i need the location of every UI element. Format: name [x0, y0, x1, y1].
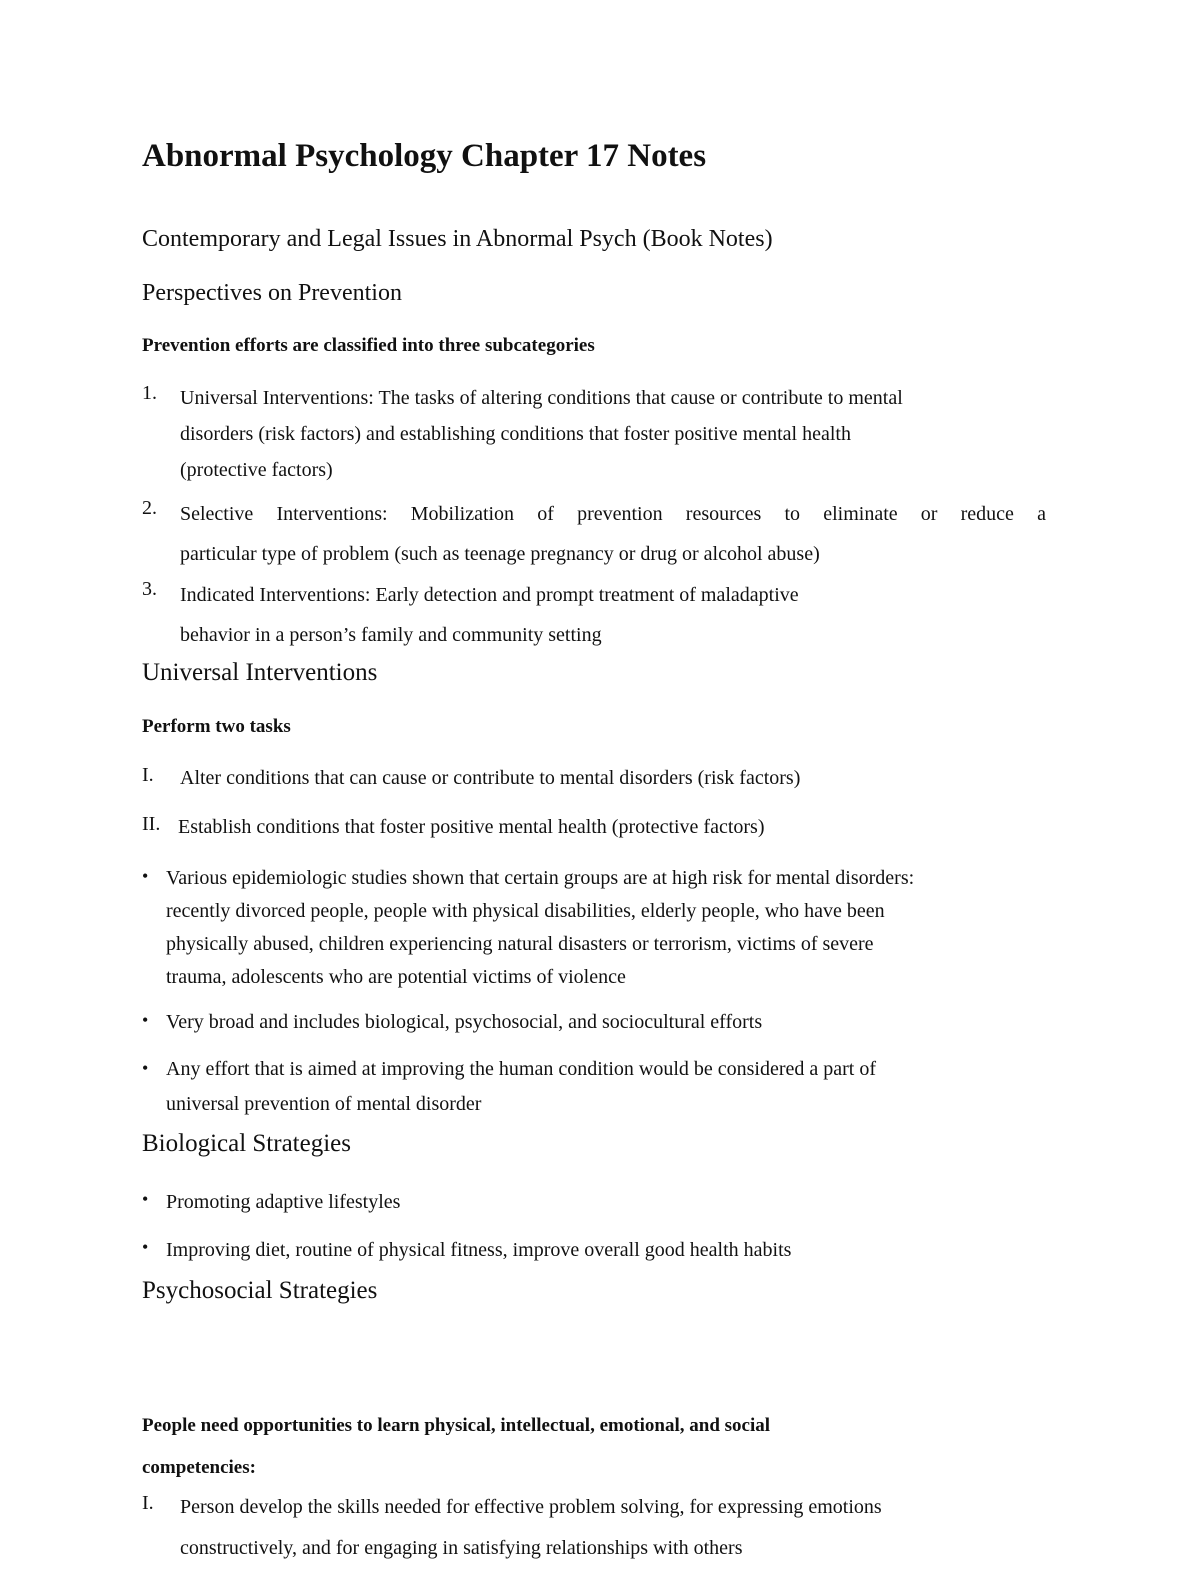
task-item: Establish conditions that foster positive mental health (protective factors) — [178, 816, 765, 838]
document-subtitle: Contemporary and Legal Issues in Abnormal Psych (Book Notes) — [142, 226, 773, 252]
psychosocial-intro — [142, 1405, 770, 1489]
list-item-skills — [180, 1487, 882, 1569]
heading-universal-interventions: Universal Interventions — [142, 659, 378, 686]
list-item-line: particular type of problem (such as teenage pregnancy or drug or alcohol abuse) — [180, 543, 820, 565]
bullet-item-risk-groups — [166, 862, 914, 994]
intro-line: People need opportunities to learn physical, intellectual, emotional, and social — [142, 1415, 771, 1436]
heading-biological-strategies: Biological Strategies — [142, 1130, 351, 1157]
bullet-line: Very broad and includes biological, psychosocial, and sociocultural efforts — [166, 1011, 763, 1033]
list-item-indicated-interventions — [180, 575, 799, 655]
bullet-item-adaptive-lifestyles: Promoting adaptive lifestyles — [166, 1191, 401, 1213]
universal-intro: Perform two tasks — [142, 716, 291, 737]
list-item-selective-interventions — [180, 494, 1046, 574]
bullet-line: recently divorced people, people with physical disabilities, elderly people, who have been — [166, 900, 885, 922]
bullet-item-human-condition — [166, 1052, 876, 1122]
list-item-line: behavior in a person’s family and community setting — [180, 624, 602, 646]
bullet-line: trauma, adolescents who are potential victims of violence — [166, 966, 626, 988]
list-marker: 1. — [142, 382, 157, 404]
list-marker: 2. — [142, 497, 157, 519]
heading-perspectives-on-prevention: Perspectives on Prevention — [142, 280, 402, 306]
bullet-icon: • — [142, 866, 149, 886]
heading-psychosocial-strategies: Psychosocial Strategies — [142, 1277, 378, 1304]
list-marker: 3. — [142, 578, 157, 600]
list-marker: II. — [142, 813, 161, 835]
list-item-line: Universal Interventions: The tasks of altering conditions that cause or contribute to mental — [180, 387, 903, 409]
list-item-line: Selective Interventions: Mobilization of prevention resources to eliminate or reduce a — [180, 503, 1046, 525]
bullet-icon: • — [142, 1237, 149, 1257]
bullet-icon: • — [142, 1010, 149, 1030]
bullet-item-health-habits: Improving diet, routine of physical fitness, improve overall good health habits — [166, 1239, 792, 1261]
list-item-universal-interventions — [180, 380, 903, 488]
bullet-item-broad-efforts — [166, 1006, 762, 1039]
bullet-line: physically abused, children experiencing natural disasters or terrorism, victims of severe — [166, 933, 874, 955]
list-item-line: constructively, and for engaging in satisfying relationships with others — [180, 1537, 743, 1559]
list-item-line: Indicated Interventions: Early detection and prompt treatment of maladaptive — [180, 584, 799, 606]
bullet-icon: • — [142, 1189, 149, 1209]
list-marker: I. — [142, 1492, 154, 1514]
list-item-line: disorders (risk factors) and establishing conditions that foster positive mental health — [180, 423, 851, 445]
bullet-line: Any effort that is aimed at improving the human condition would be considered a part of — [166, 1058, 877, 1080]
intro-line: competencies: — [142, 1457, 256, 1478]
list-item-line: Person develop the skills needed for effective problem solving, for expressing emotions — [180, 1496, 882, 1518]
list-item-line: (protective factors) — [180, 459, 333, 481]
document-title: Abnormal Psychology Chapter 17 Notes — [142, 138, 707, 174]
list-marker: I. — [142, 764, 154, 786]
bullet-line: universal prevention of mental disorder — [166, 1093, 482, 1115]
bullet-icon: • — [142, 1058, 149, 1078]
bullet-line: Various epidemiologic studies shown that certain groups are at high risk for mental disorders: — [166, 867, 915, 889]
task-item: Alter conditions that can cause or contribute to mental disorders (risk factors) — [180, 767, 801, 789]
prevention-intro: Prevention efforts are classified into three subcategories — [142, 335, 595, 356]
